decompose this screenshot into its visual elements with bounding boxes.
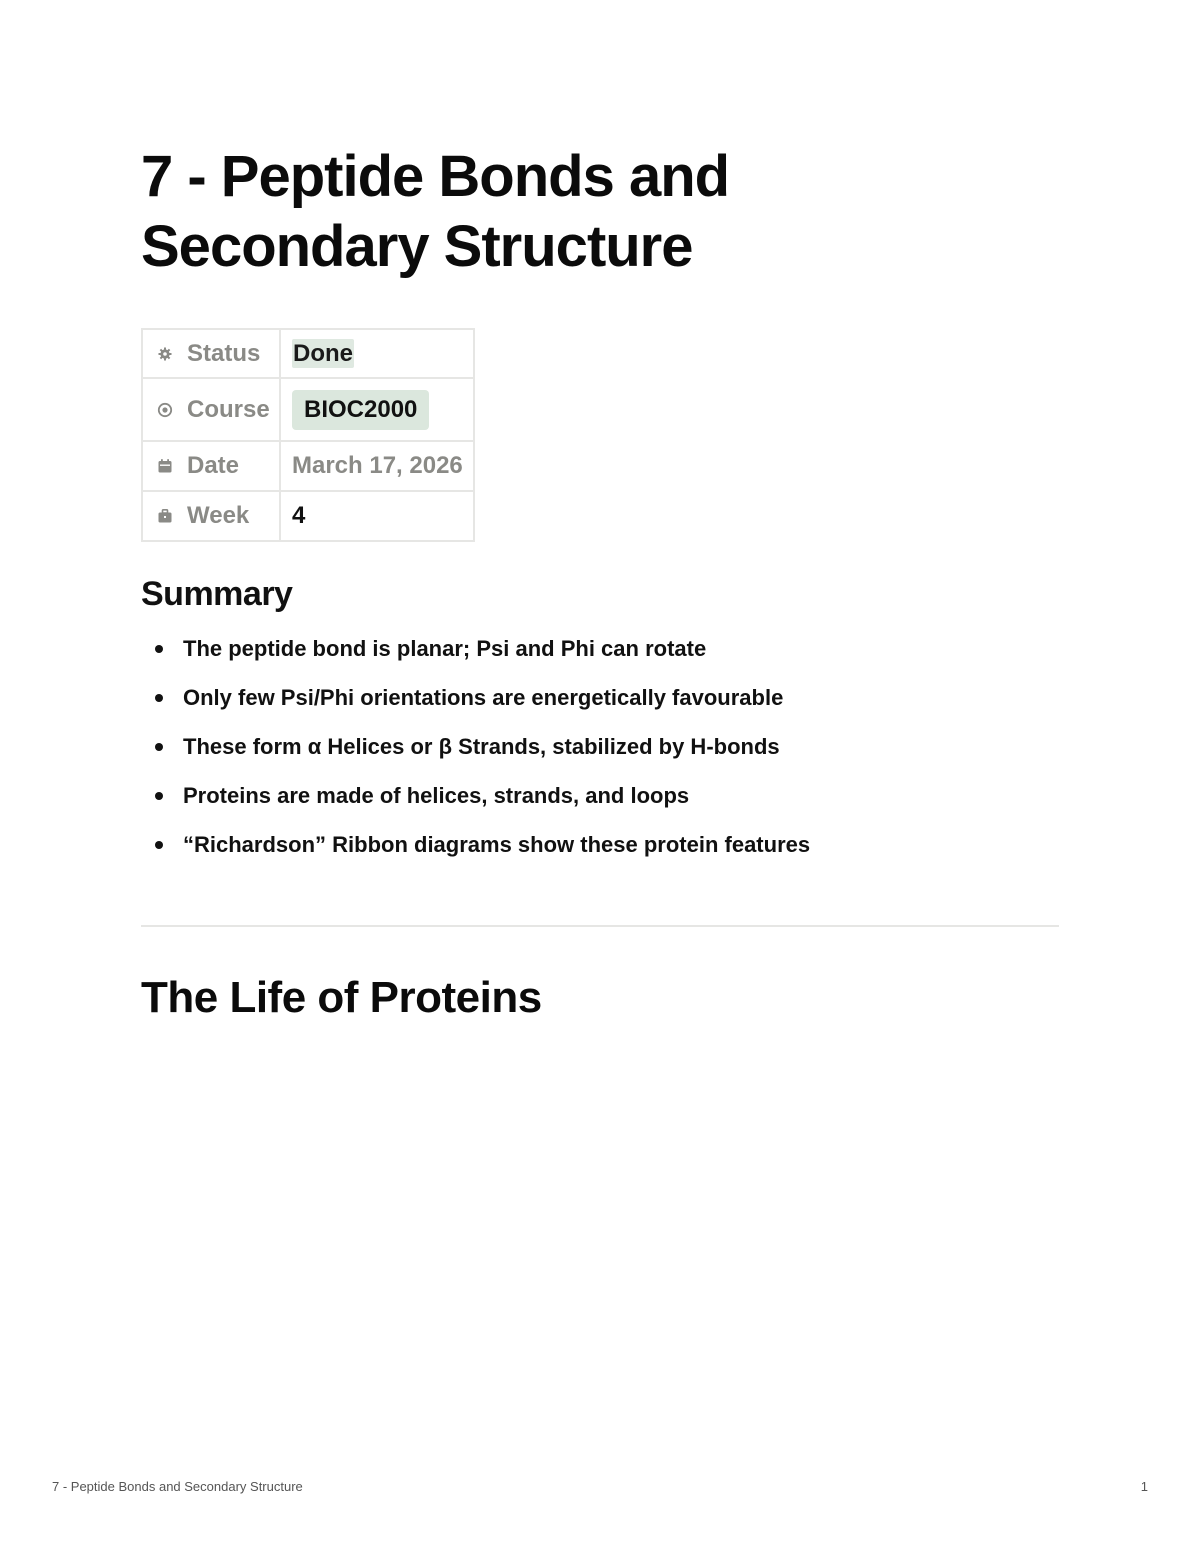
property-label-status: Status xyxy=(187,339,261,367)
footer-page-number: 1 xyxy=(1140,1479,1148,1494)
summary-list-item xyxy=(141,677,1041,726)
summary-item-text: “Richardson” Ribbon diagrams show these protein features xyxy=(183,832,811,857)
bullet-icon xyxy=(155,841,163,849)
property-value-course[interactable] xyxy=(280,378,474,441)
footer-title: 7 - Peptide Bonds and Secondary Structure xyxy=(52,1479,303,1494)
property-label-week: Week xyxy=(187,502,250,529)
property-value-date[interactable] xyxy=(280,441,474,491)
week-value: 4 xyxy=(292,502,306,529)
briefcase-icon xyxy=(157,508,173,524)
property-key-course xyxy=(142,378,280,441)
gear-icon xyxy=(157,346,173,362)
property-row-date xyxy=(142,441,474,491)
course-tag[interactable]: BIOC2000 xyxy=(292,390,429,430)
bullet-icon xyxy=(155,743,163,751)
summary-list-item xyxy=(141,824,1041,873)
properties-table xyxy=(141,328,475,542)
summary-item-text: Proteins are made of helices, strands, and loops xyxy=(183,783,690,808)
page-title: 7 - Peptide Bonds and Secondary Structure xyxy=(141,144,730,279)
summary-item-text: These form α Helices or β Strands, stabilized by H-bonds xyxy=(183,734,780,759)
property-key-week xyxy=(142,491,280,541)
section-heading: The Life of Proteins xyxy=(141,973,542,1022)
property-value-status[interactable] xyxy=(280,329,474,378)
property-label-date: Date xyxy=(187,452,240,479)
summary-list-item xyxy=(141,726,1041,775)
summary-list-item xyxy=(141,628,1041,677)
summary-heading: Summary xyxy=(141,575,293,613)
target-icon xyxy=(157,402,173,418)
section-divider xyxy=(141,925,1059,927)
property-row-course xyxy=(142,378,474,441)
bullet-icon xyxy=(155,645,163,653)
property-row-status xyxy=(142,329,474,378)
summary-item-text: Only few Psi/Phi orientations are energetically favourable xyxy=(183,685,784,710)
status-value: Done xyxy=(293,339,353,367)
property-label-course: Course xyxy=(187,395,270,423)
property-key-status xyxy=(142,329,280,378)
summary-list-item xyxy=(141,775,1041,824)
summary-list xyxy=(141,628,1041,873)
property-row-week xyxy=(142,491,474,541)
summary-item-text: The peptide bond is planar; Psi and Phi can rotate xyxy=(183,636,707,661)
calendar-icon xyxy=(157,458,173,474)
property-value-week[interactable] xyxy=(280,491,474,541)
property-key-date xyxy=(142,441,280,491)
date-value: March 17, 2026 xyxy=(292,452,463,479)
bullet-icon xyxy=(155,792,163,800)
bullet-icon xyxy=(155,694,163,702)
